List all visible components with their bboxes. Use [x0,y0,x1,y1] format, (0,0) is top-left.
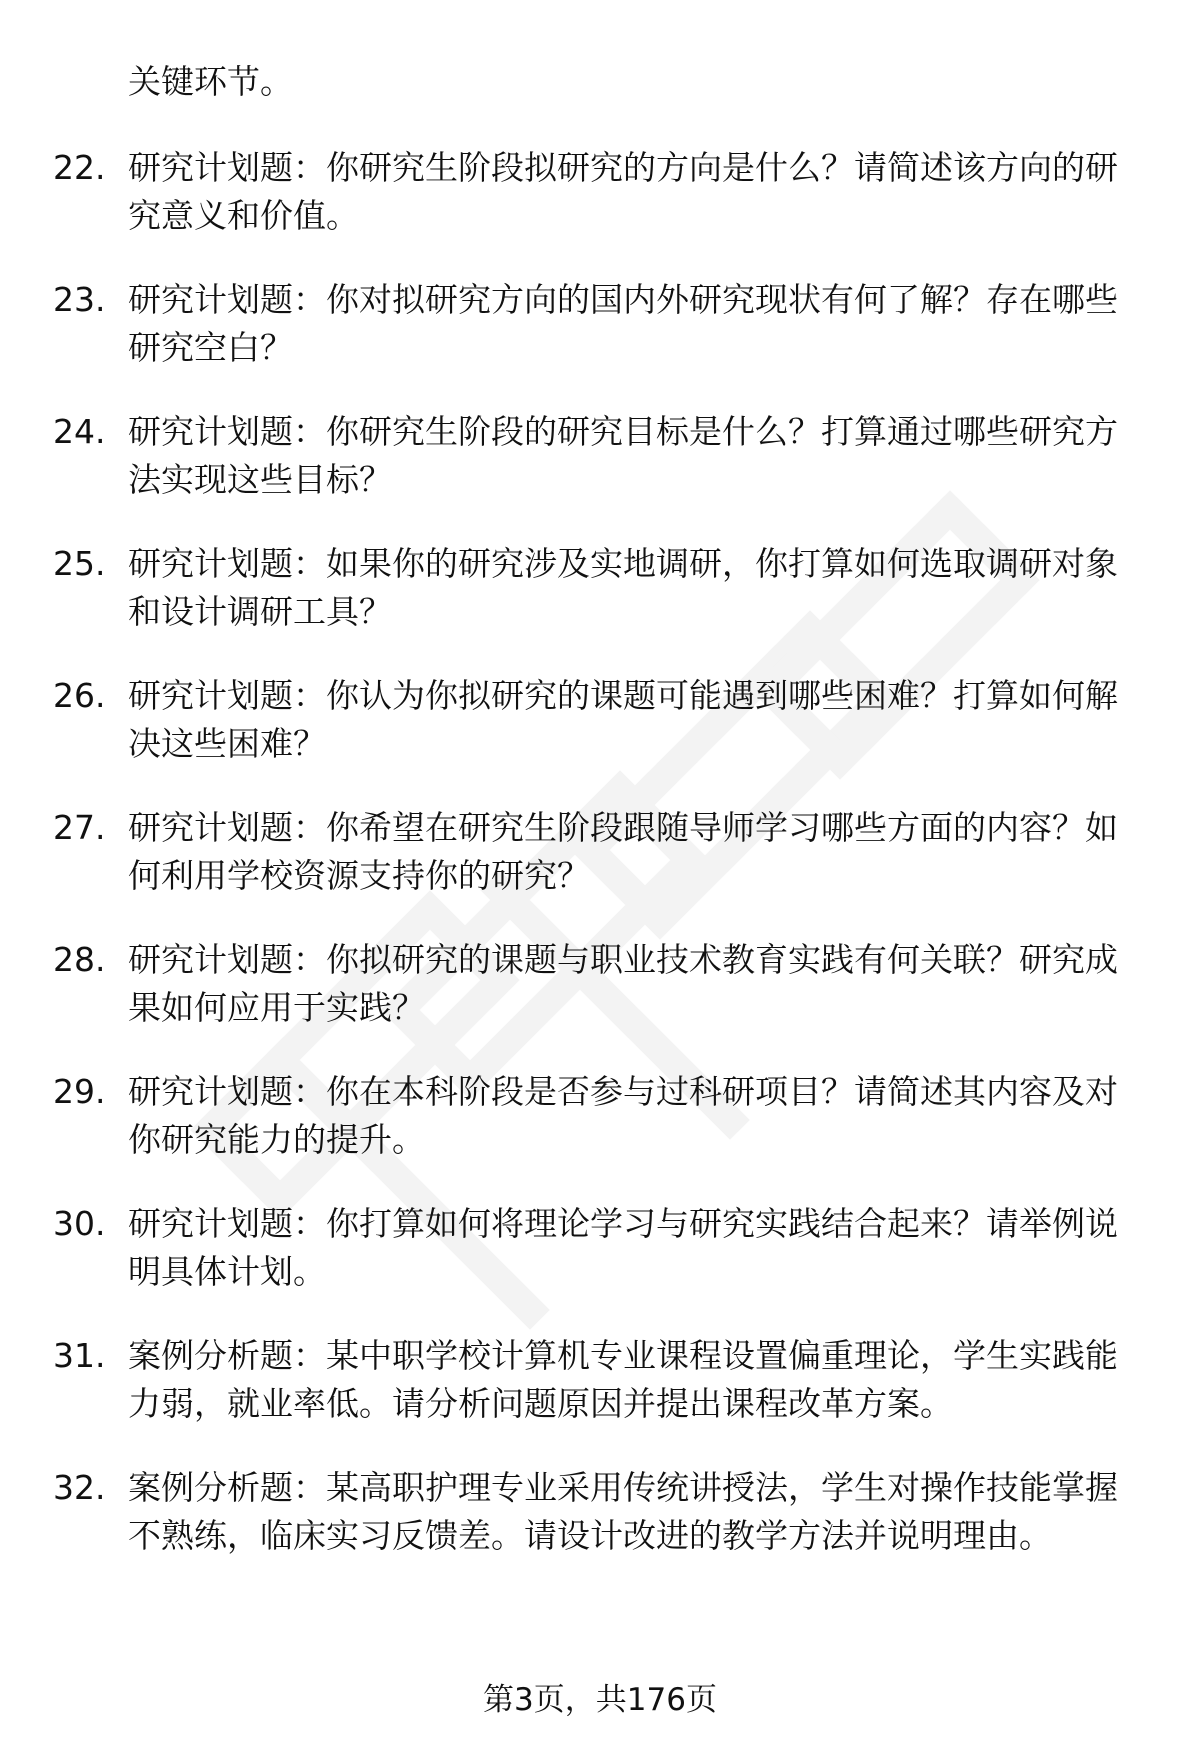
question-item [0,672,1200,768]
question-text: 研究计划题：你研究生阶段拟研究的方向是什么？请简述该方向的研究意义和价值。 [128,148,1118,235]
question-item [0,1200,1200,1296]
question-text: 研究计划题：你打算如何将理论学习与研究实践结合起来？请举例说明具体计划。 [128,1204,1118,1291]
question-text: 研究计划题：你拟研究的课题与职业技术教育实践有何关联？研究成果如何应用于实践？ [128,940,1118,1027]
question-number: 22. [53,148,106,187]
question-number: 27. [53,808,106,847]
question-item [0,936,1200,1032]
question-text: 研究计划题：你在本科阶段是否参与过科研项目？请简述其内容及对你研究能力的提升。 [128,1072,1118,1159]
question-text: 案例分析题：某高职护理专业采用传统讲授法，学生对操作技能掌握不熟练，临床实习反馈差。请设计改进的教学方法并说明理由。 [128,1468,1118,1555]
question-text: 研究计划题：你希望在研究生阶段跟随导师学习哪些方面的内容？如何利用学校资源支持你的研究？ [128,808,1118,895]
question-item [0,1332,1200,1428]
question-number: 23. [53,280,106,319]
page-footer: 第3页，共176页 [483,1682,717,1718]
question-number: 29. [53,1072,106,1111]
question-item [0,276,1200,372]
question-number: 31. [53,1336,106,1375]
question-number: 28. [53,940,106,979]
continuation-text: 关键环节。 [128,62,293,101]
question-number: 25. [53,544,106,583]
question-item [0,1068,1200,1164]
question-number: 26. [53,676,106,715]
question-number: 24. [53,412,106,451]
question-text: 研究计划题：你研究生阶段的研究目标是什么？打算通过哪些研究方法实现这些目标？ [128,412,1118,499]
question-text: 研究计划题：你认为你拟研究的课题可能遇到哪些困难？打算如何解决这些困难？ [128,676,1118,763]
question-item [0,804,1200,900]
question-number: 30. [53,1204,106,1243]
question-list [0,144,1200,1596]
question-text: 案例分析题：某中职学校计算机专业课程设置偏重理论，学生实践能力弱，就业率低。请分析问题原因并提出课程改革方案。 [128,1336,1118,1423]
question-item [0,1464,1200,1560]
question-text: 研究计划题：如果你的研究涉及实地调研，你打算如何选取调研对象和设计调研工具？ [128,544,1118,631]
question-text: 研究计划题：你对拟研究方向的国内外研究现状有何了解？存在哪些研究空白？ [128,280,1118,367]
question-item [0,144,1200,240]
question-item [0,540,1200,636]
question-item [0,408,1200,504]
question-number: 32. [53,1468,106,1507]
